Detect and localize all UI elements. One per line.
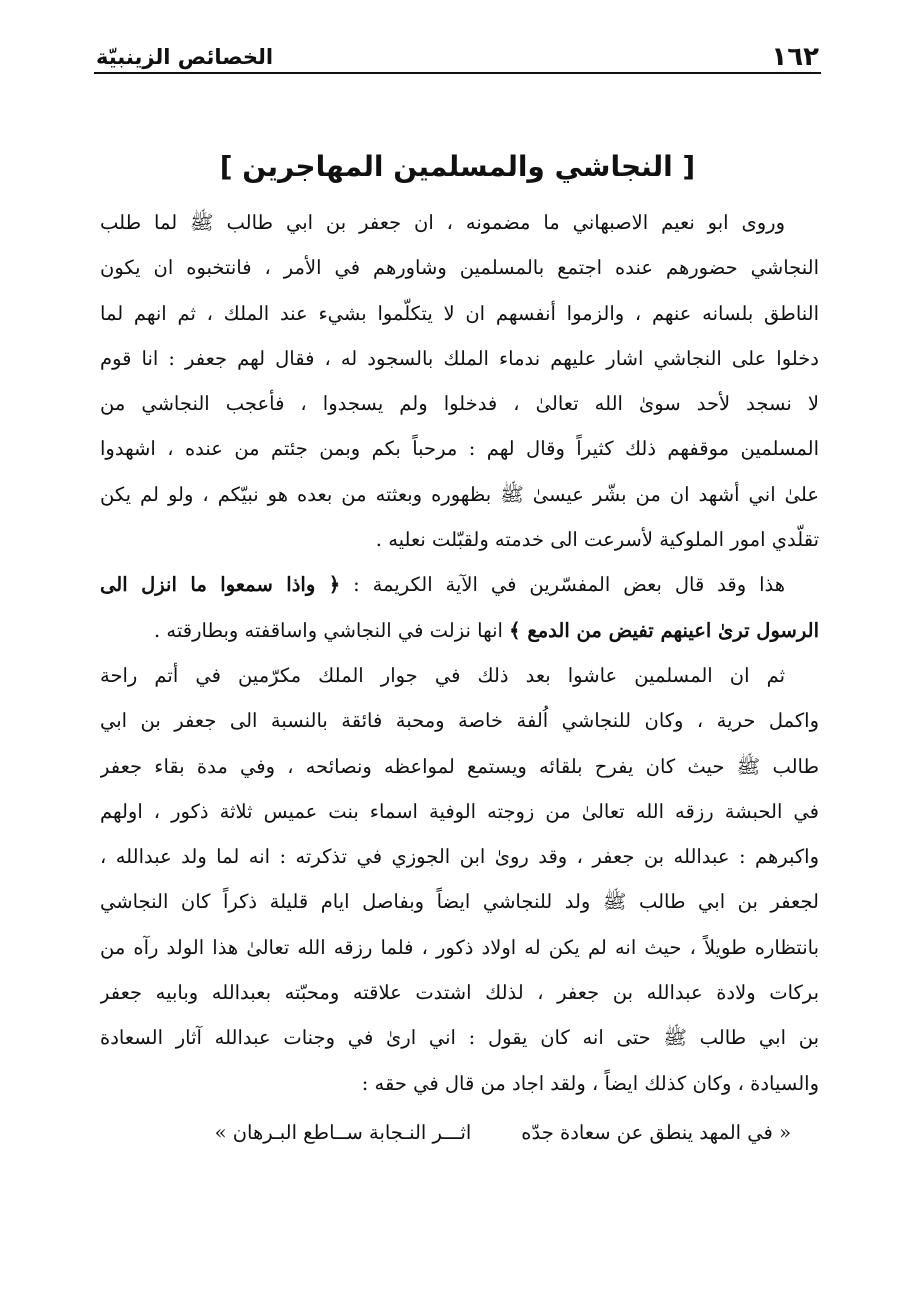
section-heading: [ النجاشي والمسلمين المهاجرين ] bbox=[219, 150, 696, 183]
poem-hemistich-first: « في المهد ينطق عن سعادة جدّه bbox=[521, 1120, 791, 1144]
paragraph-line: النجاشي حضورهم عنده اجتمع بالمسلمين وشاورهم في الأمر ، فانتخبوه ان يكون bbox=[100, 256, 819, 280]
quran-verse-end: الرسول ترىٰ اعينهم تفيض من الدمع ﴾ bbox=[509, 618, 819, 642]
book-title: الخصائص الزينبيّة bbox=[96, 45, 274, 69]
quran-verse-start: ﴿ واذا سمعوا ما انزل الى bbox=[100, 573, 341, 597]
paragraph-line: ثم ان المسلمين عاشوا بعد ذلك في جوار الملك مكرّمين في أتم راحة bbox=[100, 663, 785, 687]
paragraph-line: المسلمين موقفهم ذلك كثيراً وقال لهم : مرحباً بكم وبمن جئتم من عنده ، اشهدوا bbox=[100, 437, 819, 461]
quran-commentary: انها نزلت في النجاشي واساقفته وبطارقته . bbox=[154, 618, 503, 642]
header-divider bbox=[94, 72, 821, 74]
paragraph-line: واكمل حرية ، وكان للنجاشي اُلفة خاصة ومحبة فائقة بالنسبة الى جعفر بن ابي bbox=[100, 709, 819, 733]
page-number: ١٦٢ bbox=[771, 42, 819, 72]
paragraph-line bbox=[100, 608, 819, 653]
paragraph-line: والسيادة ، وكان كذلك ايضاً ، ولقد اجاد من قال في حقه : bbox=[361, 1071, 819, 1095]
paragraph-line: بانتظاره طويلاً ، حيث انه لم يكن له اولاد ذكور ، فلما رزقه الله تعالىٰ هذا الولد رآه من bbox=[100, 935, 819, 959]
poem-verse bbox=[100, 1108, 819, 1158]
paragraph-line: لجعفر بن ابي طالب ﷺ ولد للنجاشي ايضاً وبفاصل ايام قليلة ذكراً كان النجاشي bbox=[100, 890, 819, 914]
paragraph-line: بن ابي طالب ﷺ حتى انه كان يقول : اني ارىٰ في وجنات عبدالله آثار السعادة bbox=[100, 1026, 819, 1050]
paragraph-line: علىٰ اني أشهد ان من بشّر عيسىٰ ﷺ بظهوره وبعثته من بعده هو نبيّكم ، ولو لم يكن bbox=[100, 482, 819, 506]
paragraph-line: دخلوا على النجاشي اشار عليهم ندماء الملك بالسجود له ، فقال لهم جعفر : انا قوم bbox=[100, 346, 819, 370]
paragraph-line: في الحبشة رزقه الله تعالىٰ من زوجته الوفية اسماء بنت عميس ثلاثة ذكور ، اولهم bbox=[100, 799, 819, 823]
paragraph-line: الناطق بلسانه عنهم ، والزموا أنفسهم ان لا يتكلّموا بشيء عند الملك ، ثم انهم لما bbox=[100, 301, 819, 325]
paragraph-line: تقلّدي امور الملوكية لأسرعت الى خدمته ولقبّلت نعليه . bbox=[375, 528, 819, 552]
paragraph-line bbox=[100, 562, 819, 607]
paragraph-line: وروى ابو نعيم الاصبهاني ما مضمونه ، ان جعفر بن ابي طالب ﷺ لما طلب bbox=[100, 211, 785, 234]
poem-hemistich-second: اثـــر النـجابة ســاطع البـرهان » bbox=[214, 1120, 472, 1144]
body-text bbox=[100, 200, 819, 1158]
paragraph-line: بركات ولادة عبدالله بن جعفر ، لذلك اشتدت علاقته ومحبّته بعبدالله وبابيه جعفر bbox=[100, 981, 819, 1005]
paragraph-line: طالب ﷺ حيث كان يفرح بلقائه ويستمع لمواعظه ونصائحه ، وفي مدة بقاء جعفر bbox=[100, 754, 819, 778]
quran-intro: هذا وقد قال بعض المفسّرين في الآية الكريمة : bbox=[353, 573, 786, 597]
running-header bbox=[96, 28, 819, 72]
paragraph-line: لا نسجد لأحد سوىٰ الله تعالىٰ ، فدخلوا ولم يسجدوا ، فأعجب النجاشي من bbox=[100, 392, 819, 416]
paragraph-line: واكبرهم : عبدالله بن جعفر ، وقد روىٰ ابن الجوزي في تذكرته : انه لما ولد عبدالله ، bbox=[100, 845, 819, 869]
